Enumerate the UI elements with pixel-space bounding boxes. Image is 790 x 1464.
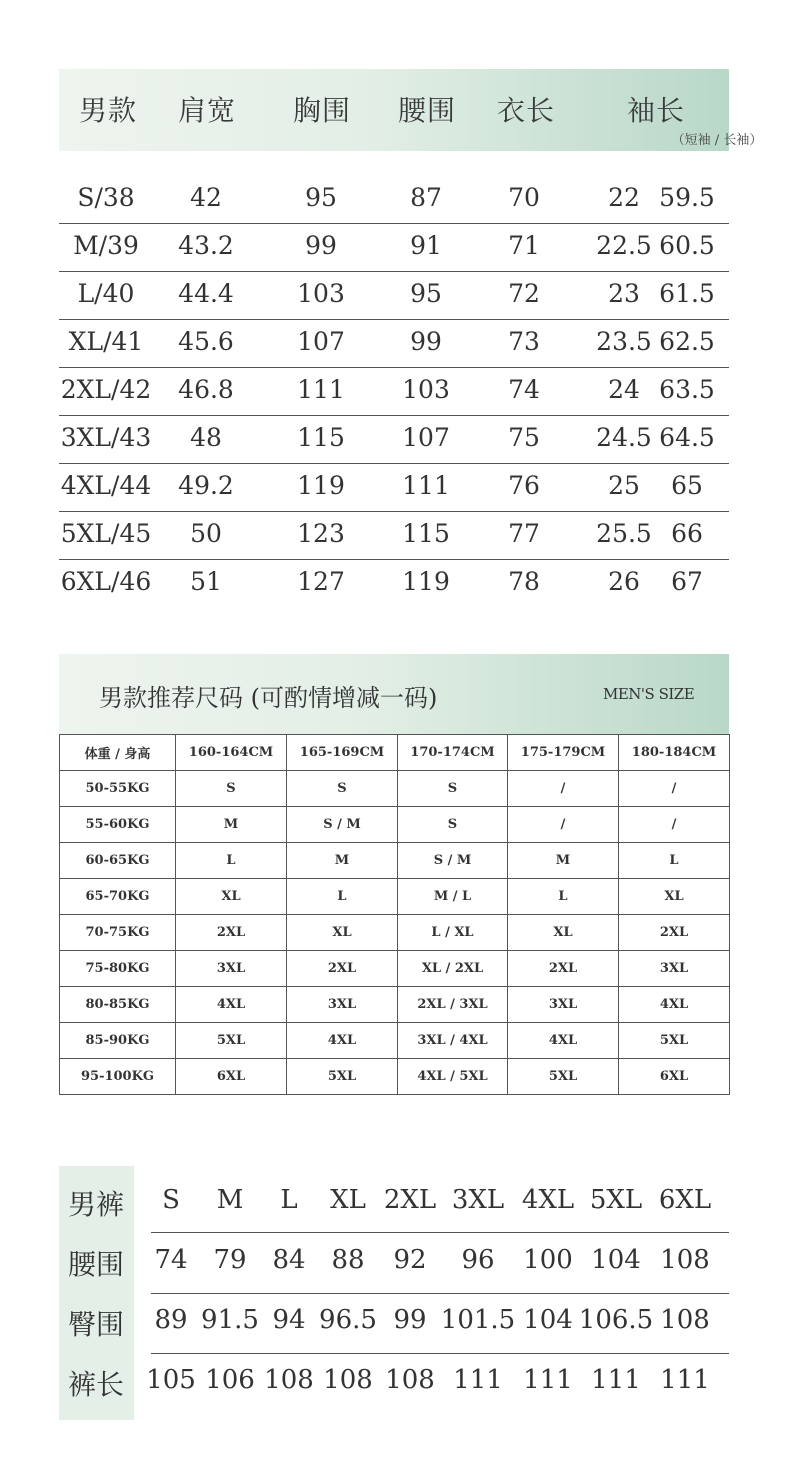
recommend-cell: M bbox=[176, 807, 287, 843]
pants-cell: 100 bbox=[523, 1245, 573, 1275]
recommend-cell: M bbox=[508, 843, 619, 879]
pants-cell: 99 bbox=[393, 1305, 427, 1335]
measurement-cell: 61.5 bbox=[659, 279, 715, 308]
measurement-cell: 91 bbox=[410, 231, 442, 260]
recommend-cell: 3XL bbox=[176, 951, 287, 987]
measurement-cell: 71 bbox=[508, 231, 540, 260]
recommend-cell: L bbox=[508, 879, 619, 915]
header-shoulder: 肩宽 bbox=[177, 94, 237, 127]
measurement-cell: 50 bbox=[190, 519, 222, 548]
measurement-cell: 48 bbox=[190, 423, 222, 452]
recommend-cell: / bbox=[619, 807, 730, 843]
measurement-cell: 49.2 bbox=[178, 471, 234, 500]
measurement-row bbox=[59, 271, 729, 320]
measurement-cell: 6XL/46 bbox=[60, 567, 152, 596]
recommend-cell: 5XL bbox=[176, 1023, 287, 1059]
recommend-cell: 5XL bbox=[287, 1059, 398, 1095]
recommend-cell: 2XL bbox=[619, 915, 730, 951]
measurement-row bbox=[59, 175, 729, 224]
recommend-cell: S bbox=[287, 771, 398, 807]
measurement-cell: L/40 bbox=[77, 279, 135, 308]
pants-cell: 79 bbox=[213, 1245, 247, 1275]
recommend-cell: 2XL bbox=[176, 915, 287, 951]
recommend-cell: M bbox=[287, 843, 398, 879]
measurement-cell: M/39 bbox=[73, 231, 139, 260]
measurement-cell: 73 bbox=[508, 327, 540, 356]
header-men: 男款 bbox=[78, 94, 138, 127]
measurement-cell: 74 bbox=[508, 375, 540, 404]
measurement-cell: 119 bbox=[297, 471, 345, 500]
pants-cell: XL bbox=[330, 1185, 366, 1215]
recommend-cell: XL bbox=[176, 879, 287, 915]
pants-cell: 6XL bbox=[658, 1185, 712, 1215]
pants-cell: S bbox=[162, 1185, 180, 1215]
measurement-cell: 22 bbox=[608, 183, 640, 212]
measurement-cell: 60.5 bbox=[659, 231, 715, 260]
measurement-cell: 51 bbox=[190, 567, 222, 596]
recommend-cell: 6XL bbox=[619, 1059, 730, 1095]
measurement-cell: 115 bbox=[402, 519, 450, 548]
measurement-cell: 95 bbox=[305, 183, 337, 212]
recommend-cell: 4XL bbox=[176, 987, 287, 1023]
recommend-header-row bbox=[60, 735, 730, 771]
measurement-cell: 25.5 bbox=[596, 519, 652, 548]
measurement-cell: 25 bbox=[608, 471, 640, 500]
recommend-cell: 180-184CM bbox=[619, 735, 730, 771]
measurement-cell: 2XL/42 bbox=[60, 375, 152, 404]
pants-cell: 88 bbox=[331, 1245, 365, 1275]
row-divider bbox=[151, 1293, 729, 1294]
recommend-cell: 5XL bbox=[508, 1059, 619, 1095]
measurement-cell: 62.5 bbox=[659, 327, 715, 356]
recommend-cell: 4XL / 5XL bbox=[398, 1059, 508, 1095]
recommend-row bbox=[60, 771, 730, 807]
recommend-cell: 2XL / 3XL bbox=[398, 987, 508, 1023]
recommend-row bbox=[60, 879, 730, 915]
measurement-cell: 5XL/45 bbox=[60, 519, 152, 548]
measurement-cell: 123 bbox=[297, 519, 345, 548]
recommend-row bbox=[60, 807, 730, 843]
pants-cell: 94 bbox=[272, 1305, 306, 1335]
recommend-cell: 170-174CM bbox=[398, 735, 508, 771]
measurement-cell: 107 bbox=[297, 327, 345, 356]
measurement-cell: 45.6 bbox=[178, 327, 234, 356]
measurement-cell: 103 bbox=[402, 375, 450, 404]
pants-cell: 2XL bbox=[383, 1185, 437, 1215]
pants-cell: 4XL bbox=[521, 1185, 575, 1215]
pants-cell: 108 bbox=[660, 1245, 710, 1275]
recommend-row bbox=[60, 1023, 730, 1059]
pants-cell: 111 bbox=[660, 1365, 710, 1395]
recommend-cell: L bbox=[287, 879, 398, 915]
measurement-cell: 3XL/43 bbox=[60, 423, 152, 452]
measurement-cell: 99 bbox=[410, 327, 442, 356]
recommend-row bbox=[60, 843, 730, 879]
header-waist: 腰围 bbox=[397, 94, 457, 127]
pants-cell: 111 bbox=[453, 1365, 503, 1395]
recommend-cell: 50-55KG bbox=[60, 771, 176, 807]
measurement-cell: S/38 bbox=[77, 183, 135, 212]
measurement-row bbox=[59, 511, 729, 560]
recommend-cell: 65-70KG bbox=[60, 879, 176, 915]
measurement-cell: 103 bbox=[297, 279, 345, 308]
pants-cell: L bbox=[280, 1185, 298, 1215]
recommend-cell: 5XL bbox=[619, 1023, 730, 1059]
pants-cell: 96 bbox=[461, 1245, 495, 1275]
recommend-cell: 165-169CM bbox=[287, 735, 398, 771]
recommend-subtitle: MEN'S SIZE bbox=[603, 685, 695, 703]
pants-cell: 3XL bbox=[451, 1185, 505, 1215]
header-length: 衣长 bbox=[496, 94, 556, 127]
recommend-cell: 2XL bbox=[508, 951, 619, 987]
measurement-cell: 44.4 bbox=[178, 279, 234, 308]
measurement-cell: 127 bbox=[297, 567, 345, 596]
measurement-row bbox=[59, 559, 729, 607]
measurement-cell: 65 bbox=[671, 471, 703, 500]
recommend-title: 男款推荐尺码 (可酌情增减一码) bbox=[99, 684, 438, 712]
measurement-cell: 70 bbox=[508, 183, 540, 212]
recommend-cell: S bbox=[398, 771, 508, 807]
measurement-cell: 78 bbox=[508, 567, 540, 596]
recommend-table-header bbox=[59, 654, 729, 734]
measurement-cell: 24 bbox=[608, 375, 640, 404]
recommend-cell: S bbox=[176, 771, 287, 807]
sleeve-note: （短袖 / 长袖） bbox=[671, 133, 763, 148]
recommend-cell: S bbox=[398, 807, 508, 843]
recommend-cell: L bbox=[176, 843, 287, 879]
measurement-cell: 76 bbox=[508, 471, 540, 500]
measurement-cell: 72 bbox=[508, 279, 540, 308]
measurement-cell: 95 bbox=[410, 279, 442, 308]
measurement-cell: XL/41 bbox=[68, 327, 144, 356]
pants-cell: M bbox=[216, 1185, 244, 1215]
recommend-cell: 3XL bbox=[508, 987, 619, 1023]
pants-cell: 108 bbox=[660, 1305, 710, 1335]
recommend-cell: / bbox=[619, 771, 730, 807]
measurement-cell: 75 bbox=[508, 423, 540, 452]
recommend-cell: M / L bbox=[398, 879, 508, 915]
pants-cell: 104 bbox=[591, 1245, 641, 1275]
measurement-row bbox=[59, 415, 729, 464]
measurement-cell: 115 bbox=[297, 423, 345, 452]
recommend-cell: / bbox=[508, 771, 619, 807]
recommend-table bbox=[59, 734, 730, 1095]
recommend-cell: 体重 / 身高 bbox=[60, 735, 176, 771]
measurement-cell: 23.5 bbox=[596, 327, 652, 356]
pants-cell: 108 bbox=[323, 1365, 373, 1395]
recommend-cell: 3XL bbox=[287, 987, 398, 1023]
recommend-cell: S / M bbox=[287, 807, 398, 843]
pants-cell: 106 bbox=[205, 1365, 255, 1395]
recommend-cell: 75-80KG bbox=[60, 951, 176, 987]
measurement-cell: 87 bbox=[410, 183, 442, 212]
pants-cell: 108 bbox=[385, 1365, 435, 1395]
recommend-cell: 95-100KG bbox=[60, 1059, 176, 1095]
recommend-cell: 2XL bbox=[287, 951, 398, 987]
recommend-cell: 3XL / 4XL bbox=[398, 1023, 508, 1059]
recommend-row bbox=[60, 915, 730, 951]
recommend-cell: 175-179CM bbox=[508, 735, 619, 771]
recommend-cell: 6XL bbox=[176, 1059, 287, 1095]
recommend-cell: XL bbox=[287, 915, 398, 951]
measurement-row bbox=[59, 319, 729, 368]
recommend-cell: S / M bbox=[398, 843, 508, 879]
pants-cell: 96.5 bbox=[319, 1305, 377, 1335]
recommend-cell: 4XL bbox=[508, 1023, 619, 1059]
measurement-cell: 26 bbox=[608, 567, 640, 596]
pants-cell: 84 bbox=[272, 1245, 306, 1275]
pants-cell: 5XL bbox=[589, 1185, 643, 1215]
measurement-row bbox=[59, 463, 729, 512]
row-divider bbox=[151, 1353, 729, 1354]
pants-cell: 106.5 bbox=[578, 1305, 654, 1335]
measurement-cell: 43.2 bbox=[178, 231, 234, 260]
measurement-table-header bbox=[59, 69, 763, 151]
pants-row-label: 男裤 bbox=[67, 1188, 125, 1221]
recommend-cell: L / XL bbox=[398, 915, 508, 951]
measurement-cell: 59.5 bbox=[659, 183, 715, 212]
recommend-cell: / bbox=[508, 807, 619, 843]
pants-cell: 89 bbox=[154, 1305, 188, 1335]
recommend-cell: XL bbox=[619, 879, 730, 915]
measurement-row bbox=[59, 223, 729, 272]
measurement-row bbox=[59, 367, 729, 416]
recommend-row bbox=[60, 951, 730, 987]
pants-cell: 74 bbox=[154, 1245, 188, 1275]
measurement-cell: 4XL/44 bbox=[60, 471, 152, 500]
recommend-cell: 70-75KG bbox=[60, 915, 176, 951]
pants-cell: 104 bbox=[523, 1305, 573, 1335]
recommend-cell: 160-164CM bbox=[176, 735, 287, 771]
recommend-cell: 4XL bbox=[619, 987, 730, 1023]
recommend-row bbox=[60, 987, 730, 1023]
pants-cell: 111 bbox=[591, 1365, 641, 1395]
measurement-cell: 99 bbox=[305, 231, 337, 260]
pants-row-label: 臀围 bbox=[67, 1308, 125, 1341]
measurement-cell: 119 bbox=[402, 567, 450, 596]
measurement-cell: 46.8 bbox=[178, 375, 234, 404]
measurement-cell: 22.5 bbox=[596, 231, 652, 260]
recommend-cell: XL / 2XL bbox=[398, 951, 508, 987]
measurement-cell: 111 bbox=[297, 375, 345, 404]
header-sleeve: 袖长 bbox=[626, 94, 686, 127]
recommend-cell: 60-65KG bbox=[60, 843, 176, 879]
pants-cell: 91.5 bbox=[201, 1305, 259, 1335]
pants-cell: 101.5 bbox=[440, 1305, 516, 1335]
recommend-cell: 4XL bbox=[287, 1023, 398, 1059]
recommend-cell: 85-90KG bbox=[60, 1023, 176, 1059]
measurement-cell: 111 bbox=[402, 471, 450, 500]
recommend-cell: XL bbox=[508, 915, 619, 951]
pants-cell: 111 bbox=[523, 1365, 573, 1395]
recommend-cell: 3XL bbox=[619, 951, 730, 987]
recommend-cell: 55-60KG bbox=[60, 807, 176, 843]
measurement-cell: 107 bbox=[402, 423, 450, 452]
pants-row-label: 裤长 bbox=[67, 1368, 125, 1401]
pants-cell: 105 bbox=[146, 1365, 196, 1395]
recommend-cell: 80-85KG bbox=[60, 987, 176, 1023]
measurement-cell: 24.5 bbox=[596, 423, 652, 452]
measurement-cell: 77 bbox=[508, 519, 540, 548]
pants-cell: 108 bbox=[264, 1365, 314, 1395]
measurement-cell: 66 bbox=[671, 519, 703, 548]
recommend-cell: L bbox=[619, 843, 730, 879]
measurement-cell: 23 bbox=[608, 279, 640, 308]
measurement-cell: 64.5 bbox=[659, 423, 715, 452]
pants-cell: 92 bbox=[393, 1245, 427, 1275]
measurement-cell: 67 bbox=[671, 567, 703, 596]
pants-row-label: 腰围 bbox=[67, 1248, 125, 1281]
measurement-cell: 42 bbox=[190, 183, 222, 212]
header-chest: 胸围 bbox=[292, 94, 352, 127]
recommend-row bbox=[60, 1059, 730, 1095]
row-divider bbox=[151, 1232, 729, 1233]
measurement-cell: 63.5 bbox=[659, 375, 715, 404]
